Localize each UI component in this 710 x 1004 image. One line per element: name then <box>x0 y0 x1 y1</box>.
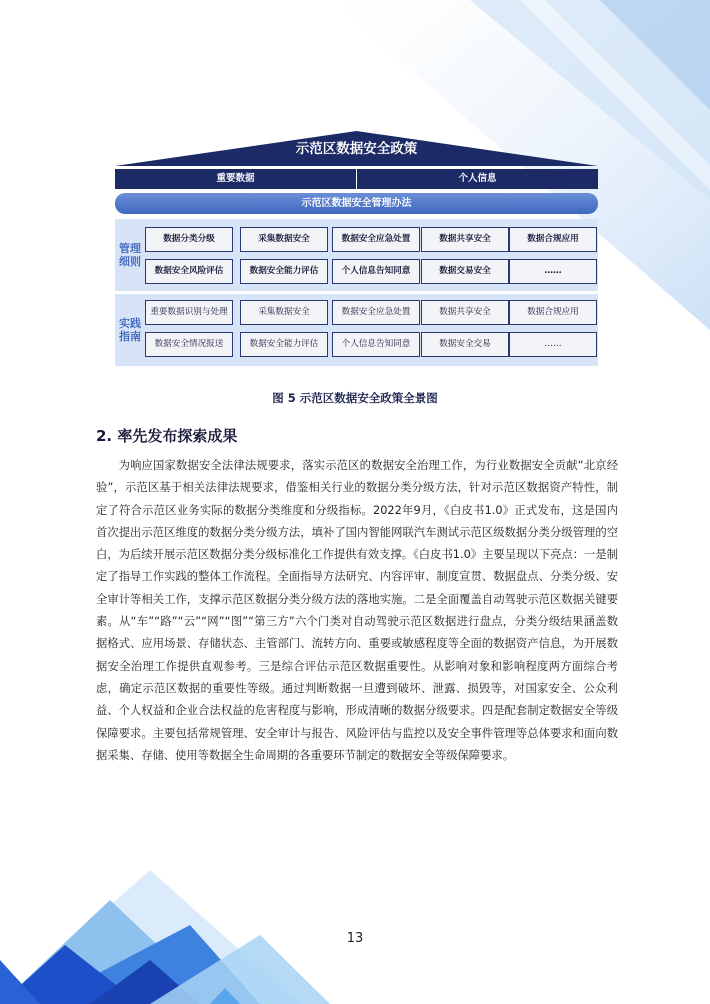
policy-cell: …… <box>509 332 597 357</box>
body-paragraph: 为响应国家数据安全法律法规要求，落实示范区的数据安全治理工作，为行业数据安全贡献“北京经验”，示范区基于相关法律法规要求，借鉴相关行业的数据分类分级方法，针对示范区数据资产特性，制定了符合示范区业务实际的数据分类维度和分级指标。2022年9月，《白皮书1.0》正式发布，这是国内首次提出示范区维度的数据分类分级方法，填补了国内智能网联汽车测试示范区级数据分类分级管理的空白，为后续开展示范区数据分类分级标准化工作提供有效支撑。《白皮书1.0》主要呈现以下亮点：一是制定了指导工作实践的整体工作流程。全面指导方法研究、内容评审、制度宣贯、数据盘点、分类分级、安全审计等相关工作，支撑示范区数据分类分级方法的落地实施。二是全面覆盖自动驾驶示范区数据关键要素。从“车”“路”“云”“网”“图”“第三方”六个门类对自动驾驶示范区数据进行盘点，分类分级结果涵盖数据格式、应用场景、存储状态、主管部门、流转方向、重要或敏感程度等全面的数据资产信息，为开展数据安全治理工作提供直观参考。三是综合评估示范区数据重要性。从影响对象和影响程度两方面综合考虑，确定示范区数据的重要性等级。通过判断数据一旦遭到破坏、泄露、损毁等，对国家安全、公众利益、个人权益和企业合法权益的危害程度与影响，形成清晰的数据分级要求。四是配套制定数据安全等级保障要求。主要包括常规管理、安全审计与报告、风险评估与监控以及安全事件管理等总体要求和面向数据采集、存储、使用等数据全生命周期的各重要环节制定的数据安全等级保障要求。 <box>96 459 618 762</box>
policy-cell: 个人信息告知同意 <box>332 332 420 357</box>
policy-cell: 数据共享安全 <box>421 300 509 325</box>
policy-cell: 数据安全风险评估 <box>145 259 233 284</box>
policy-cell: 数据安全能力评估 <box>240 332 328 357</box>
policy-cell: 数据安全情况报送 <box>145 332 233 357</box>
policy-cell: 数据合规应用 <box>509 300 597 325</box>
policy-overview-diagram <box>115 130 598 366</box>
group-label: 实践指南 <box>119 317 141 343</box>
policy-cell: 数据安全应急处置 <box>332 300 420 325</box>
page-number: 13 <box>346 931 364 946</box>
policy-cell: 数据安全应急处置 <box>332 227 420 252</box>
policy-title: 示范区数据安全政策 <box>295 141 418 157</box>
personal-info-label: 个人信息 <box>356 169 598 189</box>
policy-cell: 采集数据安全 <box>240 300 328 325</box>
policy-cell: 数据分类分级 <box>145 227 233 252</box>
policy-cell: 数据安全能力评估 <box>240 259 328 284</box>
measures-title-bar: 示范区数据安全管理办法 <box>115 193 598 214</box>
section-heading: 2. 率先发布探索成果 <box>96 427 238 445</box>
policy-cell: 个人信息告知同意 <box>332 259 420 284</box>
management-rules-panel <box>115 219 598 291</box>
group-label: 管理细则 <box>119 242 141 268</box>
policy-cell: 数据共享安全 <box>421 227 509 252</box>
practice-guide-panel <box>115 294 598 366</box>
policy-cell: 数据交易安全 <box>421 259 509 284</box>
policy-cell: 数据合规应用 <box>509 227 597 252</box>
important-data-label: 重要数据 <box>115 169 356 189</box>
policy-cell: 数据安全交易 <box>421 332 509 357</box>
policy-cell: 重要数据识别与处理 <box>145 300 233 325</box>
policy-cell: 采集数据安全 <box>240 227 328 252</box>
data-type-row <box>115 169 598 189</box>
policy-cell: …… <box>509 259 597 284</box>
figure-caption: 图 5 示范区数据安全政策全景图 <box>272 391 438 405</box>
